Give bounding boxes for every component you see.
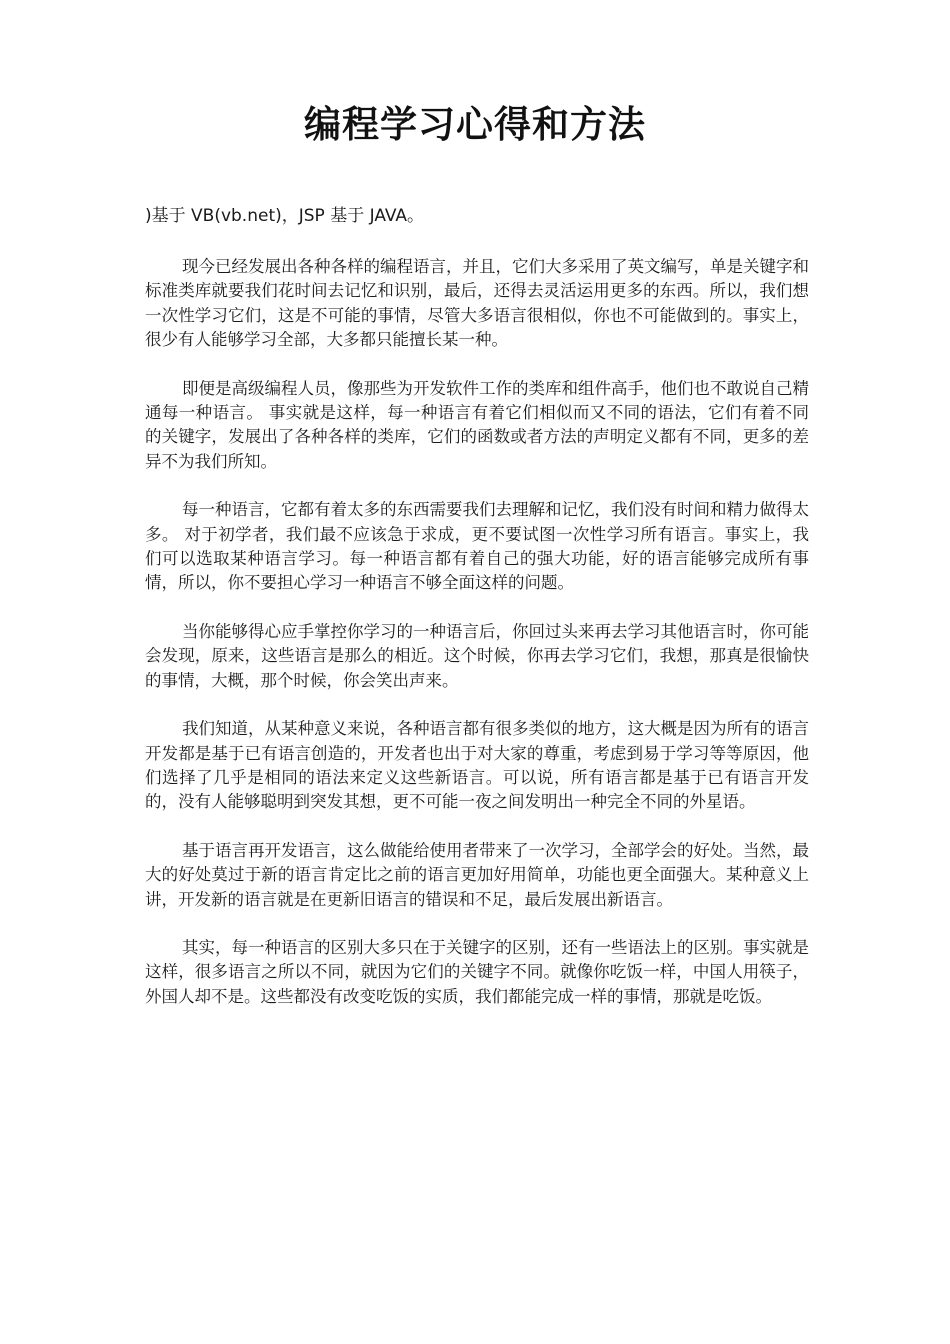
paragraph-2: 即便是高级编程人员，像那些为开发软件工作的类库和组件高手，他们也不敢说自己精通每一种语言。 事实就是这样，每一种语言有着它们相似而又不同的语法，它们有着不同的关键字，发展出了各种各样的类库，它们的函数或者方法的声明定义都有不同，更多的差异不为我们所知。 bbox=[145, 378, 809, 471]
paragraph-4: 当你能够得心应手掌控你学习的一种语言后，你回过头来再去学习其他语言时，你可能会发现，原来，这些语言是那么的相近。这个时候，你再去学习它们，我想，那真是很愉快的事情，大概，那个时候，你会笑出声来。 bbox=[145, 621, 809, 690]
paragraph-7: 其实，每一种语言的区别大多只在于关键字的区别，还有一些语法上的区别。事实就是这样，很多语言之所以不同，就因为它们的关键字不同。就像你吃饭一样，中国人用筷子，外国人却不是。这些都没有改变吃饭的实质，我们都能完成一样的事情，那就是吃饭。 bbox=[145, 937, 809, 1006]
document-title: 编程学习心得和方法 bbox=[304, 103, 646, 146]
document-body bbox=[145, 255, 809, 1033]
paragraph-3: 每一种语言，它都有着太多的东西需要我们去理解和记忆，我们没有时间和精力做得太多。 对于初学者，我们最不应该急于求成，更不要试图一次性学习所有语言。事实上，我们可以选取某种语言学习。每一种语言都有着自己的强大功能，好的语言能够完成所有事情，所以，你不要担心学习一种语言不够全面这样的问题。 bbox=[145, 500, 809, 593]
paragraph-5: 我们知道，从某种意义来说，各种语言都有很多类似的地方，这大概是因为所有的语言开发都是基于已有语言创造的，开发者也出于对大家的尊重，考虑到易于学习等等原因，他们选择了几乎是相同的语法来定义这些新语言。可以说，所有语言都是基于已有语言开发的，没有人能够聪明到突发其想，更不可能一夜之间发明出一种完全不同的外星语。 bbox=[145, 719, 809, 812]
intro-line: )基于 VB(vb.net)，JSP 基于 JAVA。 bbox=[145, 206, 425, 226]
paragraph-6: 基于语言再开发语言，这么做能给使用者带来了一次学习，全部学会的好处。当然，最大的好处莫过于新的语言肯定比之前的语言更加好用简单，功能也更全面强大。某种意义上讲，开发新的语言就是在更新旧语言的错误和不足，最后发展出新语言。 bbox=[145, 840, 809, 909]
paragraph-1: 现今已经发展出各种各样的编程语言，并且，它们大多采用了英文编写，单是关键字和标准类库就要我们花时间去记忆和识别，最后，还得去灵活运用更多的东西。所以，我们想一次性学习它们，这是不可能的事情，尽管大多语言很相似，你也不可能做到的。事实上，很少有人能够学习全部，大多都只能擅长某一种。 bbox=[145, 257, 809, 350]
